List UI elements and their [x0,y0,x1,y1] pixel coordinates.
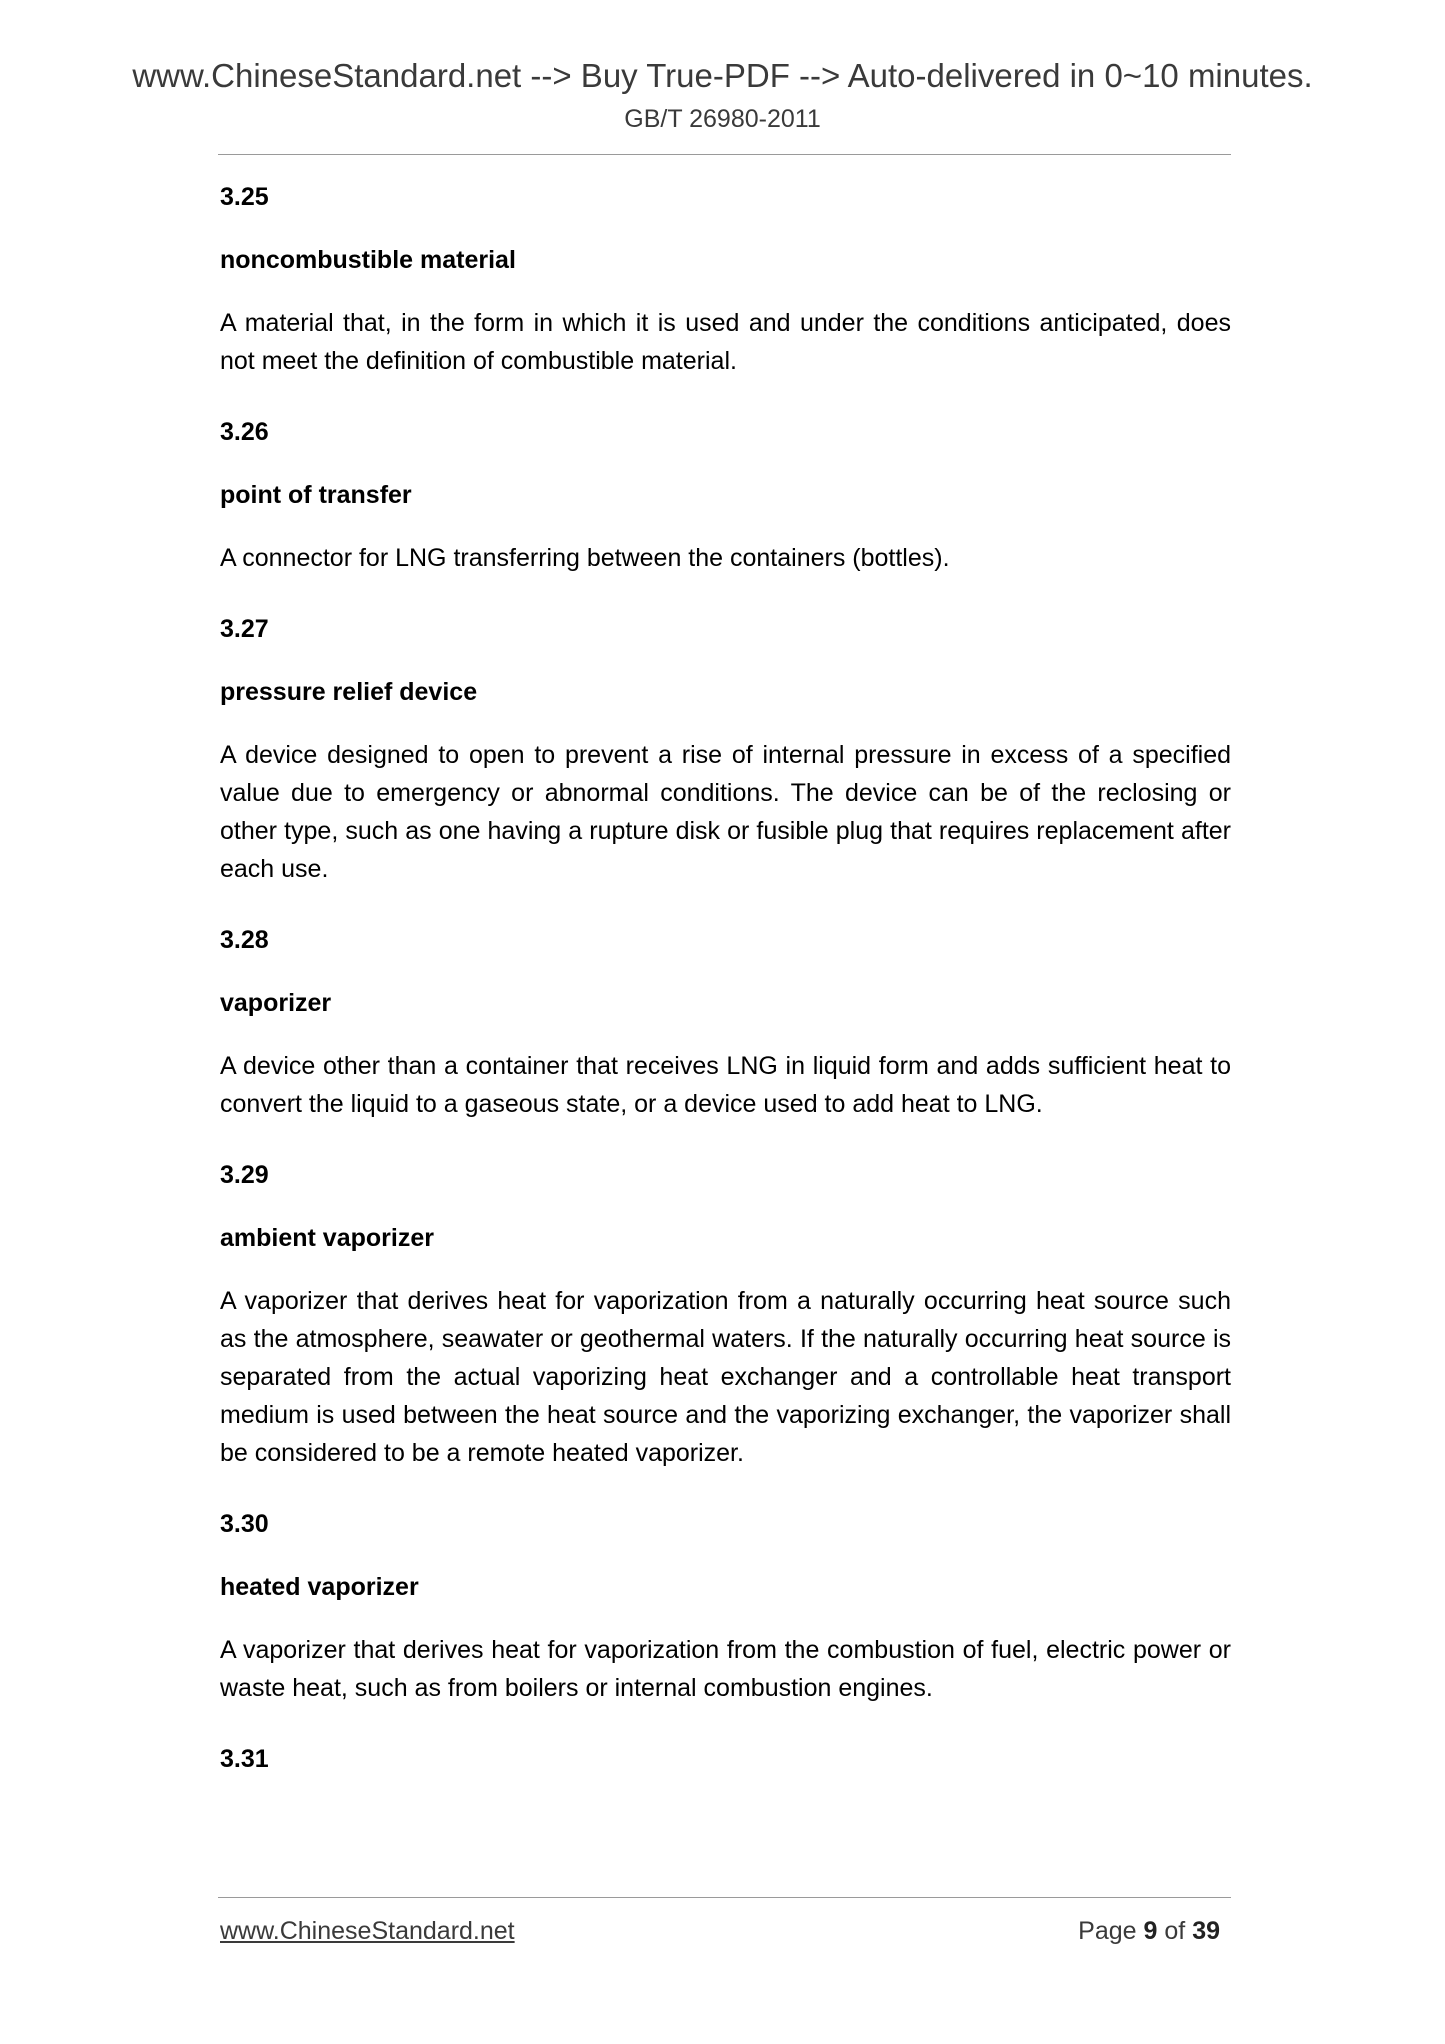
definition-entry [220,917,1231,1123]
footer-divider [218,1897,1231,1898]
clause-number: 3.27 [220,615,269,643]
term-heading: pressure relief device [220,678,478,706]
document-number: GB/T 26980-2011 [624,105,821,133]
term-heading: noncombustible material [220,246,516,274]
definition-entry [220,1501,1231,1707]
term-definition: A material that, in the form in which it is used and under the conditions anticipated, does not meet the definition of combustible material. [220,309,1231,375]
page-indicator [1078,1914,1220,1948]
clause-number: 3.29 [220,1161,269,1189]
current-page-number: 9 [1143,1917,1158,1945]
term-heading: vaporizer [220,989,332,1017]
term-definition: A device other than a container that receives LNG in liquid form and adds sufficient heat to convert the liquid to a gaseous state, or a device used to add heat to LNG. [220,1052,1231,1118]
definition-entry [220,606,1231,888]
term-heading: ambient vaporizer [220,1224,434,1252]
term-definition: A vaporizer that derives heat for vaporization from the combustion of fuel, electric power or waste heat, such as from boilers or internal combustion engines. [220,1636,1231,1702]
page-label: Page [1078,1917,1137,1945]
term-heading: heated vaporizer [220,1573,419,1601]
definition-entry [220,174,1231,380]
clause-number: 3.31 [220,1745,269,1773]
page-of-label: of [1164,1917,1186,1945]
definition-entry [220,1152,1231,1472]
term-definition: A vaporizer that derives heat for vaporization from a naturally occurring heat source such as the atmosphere, seawater or geothermal waters. If the naturally occurring heat source is separated from the actual vaporizing heat exchanger and a controllable heat transport medium is used between the heat source and the vaporizing exchanger, the vaporizer shall be considered to be a remote heated vaporizer. [220,1287,1231,1467]
header-divider [218,154,1231,155]
definitions-list [220,174,1231,1799]
definition-entry [220,409,1231,577]
term-definition: A device designed to open to prevent a rise of internal pressure in excess of a specified value due to emergency or abnormal conditions. The device can be of the reclosing or other type, such as one having a rupture disk or fusible plug that requires replacement after each use. [220,741,1231,883]
header-banner: www.ChineseStandard.net --> Buy True-PDF --> Auto-delivered in 0~10 minutes. [132,57,1313,94]
clause-number: 3.25 [220,183,269,211]
total-page-count: 39 [1192,1917,1220,1945]
clause-number: 3.26 [220,418,269,446]
clause-number: 3.28 [220,926,269,954]
footer-site-link[interactable]: www.ChineseStandard.net [220,1917,515,1945]
clause-number: 3.30 [220,1510,269,1538]
term-definition: A connector for LNG transferring between the containers (bottles). [220,544,950,572]
term-heading: point of transfer [220,481,412,509]
